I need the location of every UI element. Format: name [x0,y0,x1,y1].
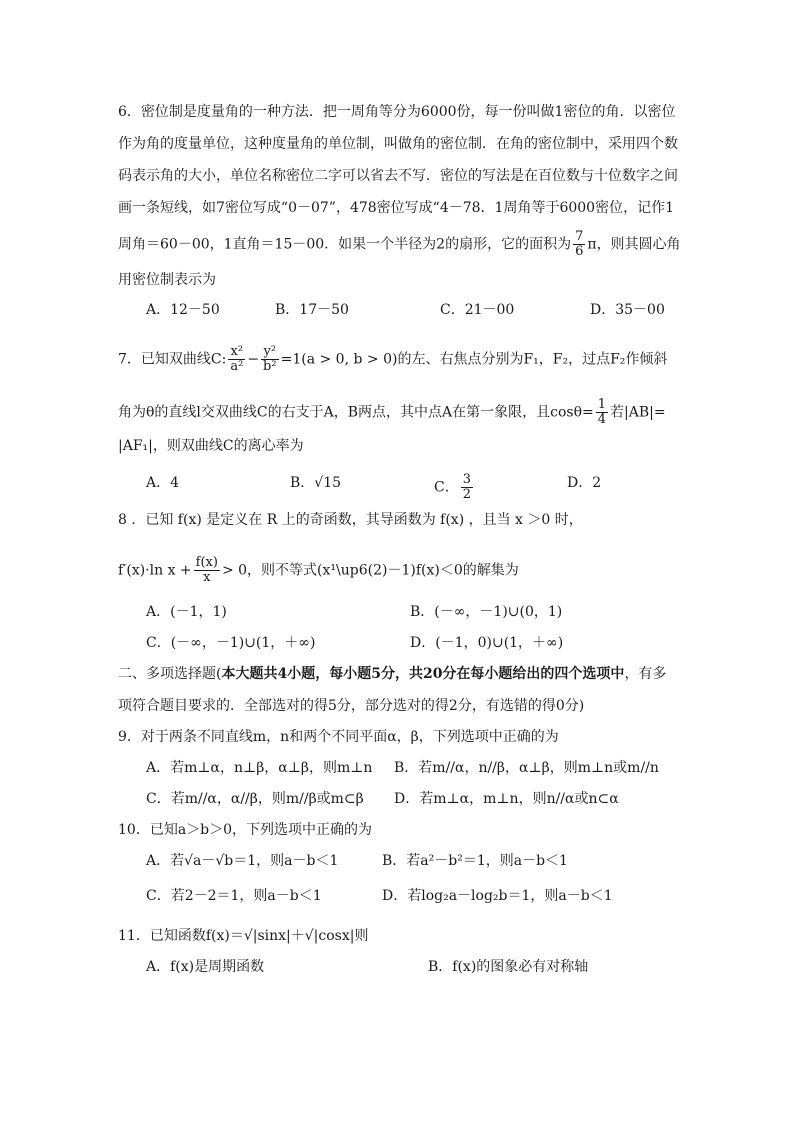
q9-option-d: D．若m⊥α，m⊥n，则n//α或n⊂α [394,791,619,807]
q9-option-a: A．若m⊥α，n⊥β，α⊥β，则m⊥n [146,760,373,776]
section-2-line-1: 二、多项选择题(本大题共4小题，每小题5分，共20分在每小题给出的四个选项中，有多 [118,666,667,682]
q7-option-c: C． $\frac{3}{2}$ [434,472,471,502]
q8-fx-over-x: $\frac{f(x)}{x}$ [195,555,218,585]
q6-line-6: 用密位制表示为 [118,272,216,288]
section-2-line-2: 项符合题目要求的．全部选对的得5分，部分选对的得2分，有选错的得0分) [118,698,585,714]
q6-option-b: B．17－50 [275,302,349,318]
q7-line-2: 角为θ的直线l交双曲线C的右支于A，B两点，其中点A在第一象限，且cosθ= $\frac{1}{4}$ 若|AB|= [118,397,666,427]
q8-option-a: A．(－1，1) [146,604,227,620]
q10-option-d: D．若log₂a－log₂b＝1，则a－b＜1 [382,888,613,904]
q8-line-2: f′(x)·ln x + $\frac{f(x)}{x}$ > 0，则不等式(x¹\up6(2)－1)f(x)＜0的解集为 [118,555,519,585]
q11-stem: 11．已知函数f(x)＝√|sinx|＋√|cosx|则 [118,928,369,944]
q6-area-fraction: $\frac{7}{6}$ [575,229,584,259]
q7-y-over-b: $\frac{\text{y²}}{\text{b²}}$ [263,344,277,374]
q9-stem: 9．对于两条不同直线m，n和两个不同平面α，β，下列选项中正确的为 [118,729,559,745]
q9-option-c: C．若m//α，α//β，则m//β或m⊂β [146,791,364,807]
q7-line-3: |AF₁|，则双曲线C的离心率为 [118,438,304,454]
q10-option-a: A．若√a－√b＝1，则a－b＜1 [146,853,339,869]
q10-option-c: C．若2－2＝1，则a－b＜1 [146,888,322,904]
q8-line-1: 8 ．已知 f(x) 是定义在 R 上的奇函数，其导函数为 f(x) ，且当 x ＞0 时， [118,512,583,528]
q7-cos-fraction: $\frac{1}{4}$ [597,397,607,427]
q10-stem: 10．已知a＞b＞0，下列选项中正确的为 [118,822,373,838]
q6-line-3: 码表示角的大小，单位名称密位二字可以省去不写．密位的写法是在百位数与十位数字之间 [118,168,678,184]
q8-option-c: C．(－∞，－1)∪(1，＋∞) [146,635,316,651]
q8-option-d: D．(－1，0)∪(1，＋∞) [410,635,564,651]
q6-line-5 [118,229,681,259]
q7-option-d: D．2 [567,475,602,491]
q6-line-5-text: 周角＝60－00，1直角＝15－00．如果一个半径为2的扇形，它的面积为 [118,236,572,253]
q6-line-2: 作为角的度量单位，这种度量角的单位制，叫做角的密位制．在角的密位制中，采用四个数 [118,136,678,152]
q6-line-5-tail: ，则其圆心角 [596,236,681,253]
q8-option-b: B．(－∞，－1)∪(0，1) [410,604,563,620]
q10-option-b: B．若a²－b²＝1，则a－b＜1 [382,853,568,869]
q11-option-a: A．f(x)是周期函数 [146,959,265,975]
q9-option-b: B．若m//α，n//β，α⊥β，则m⊥n或m//n [394,760,659,776]
q7-option-b: B．√15 [290,475,342,491]
q6-option-d: D．35－00 [590,302,665,318]
q7-x-over-a: $\frac{\text{x²}}{\text{a²}}$ [230,344,244,374]
q11-option-b: B．f(x)的图象必有对称轴 [428,959,589,975]
q6-option-a: A．12－50 [146,302,220,318]
q7-optc-fraction: $\frac{3}{2}$ [462,472,471,502]
q6-line-4: 画一条短线，如7密位写成“0－07”，478密位写成“4－78．1周角等于6000密位，记作1 [118,200,674,216]
q6-option-c: C．21－00 [440,302,515,318]
q7-line-1: 7．已知双曲线C: $\frac{\text{x²}}{\text{a²}}$ − $\frac{\text{y²}}{\text{b²}}$ =1(a > 0, b > 0)的左、右焦点分别为F₁，F₂，过点F₂作倾斜 [118,344,668,374]
q7-option-a: A．4 [146,475,180,491]
q6-line-1: 6．密位制是度量角的一种方法．把一周角等分为6000份，每一份叫做1密位的角．以密位 [118,104,676,120]
q6-area-pi: π [587,236,597,253]
